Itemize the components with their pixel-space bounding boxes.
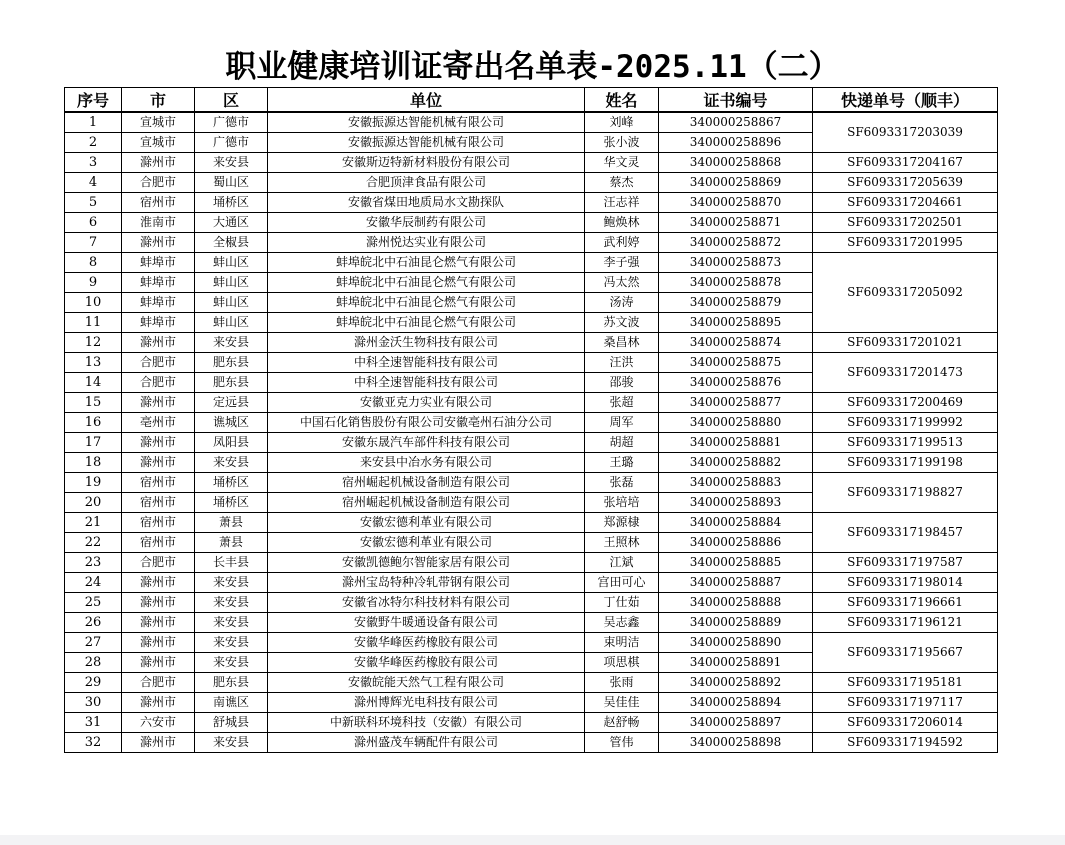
row-cert: 340000258895 [659, 313, 813, 333]
row-cert: 340000258896 [659, 133, 813, 153]
row-express-number: SF6093317205639 [813, 173, 998, 193]
row-cert: 340000258888 [659, 593, 813, 613]
table-row [65, 573, 998, 593]
row-express-number: SF6093317205092 [813, 253, 998, 333]
header-express: 快递单号（顺丰） [813, 88, 998, 113]
row-name: 桑昌林 [585, 333, 659, 353]
row-city: 淮南市 [122, 213, 195, 233]
table-row [65, 433, 998, 453]
row-city: 宿州市 [122, 513, 195, 533]
row-express-number: SF6093317202501 [813, 213, 998, 233]
row-seq: 11 [65, 313, 122, 333]
row-city: 宿州市 [122, 473, 195, 493]
row-district: 广德市 [195, 133, 268, 153]
row-city: 滁州市 [122, 633, 195, 653]
row-district: 谯城区 [195, 413, 268, 433]
row-express-number: SF6093317195667 [813, 633, 998, 673]
row-unit: 中国石化销售股份有限公司安徽亳州石油分公司 [268, 413, 585, 433]
row-name: 宫田可心 [585, 573, 659, 593]
table-row [65, 613, 998, 633]
row-cert: 340000258873 [659, 253, 813, 273]
row-unit: 滁州博辉光电科技有限公司 [268, 693, 585, 713]
row-seq: 12 [65, 333, 122, 353]
row-name: 李子强 [585, 253, 659, 273]
row-unit: 宿州崛起机械设备制造有限公司 [268, 473, 585, 493]
row-unit: 安徽斯迈特新材料股份有限公司 [268, 153, 585, 173]
row-city: 蚌埠市 [122, 293, 195, 313]
row-city: 合肥市 [122, 673, 195, 693]
row-district: 肥东县 [195, 673, 268, 693]
row-name: 刘峰 [585, 112, 659, 133]
row-name: 吴志鑫 [585, 613, 659, 633]
row-seq: 27 [65, 633, 122, 653]
row-seq: 19 [65, 473, 122, 493]
table-row [65, 393, 998, 413]
row-seq: 31 [65, 713, 122, 733]
table-row [65, 193, 998, 213]
row-name: 鲍焕林 [585, 213, 659, 233]
row-name: 张超 [585, 393, 659, 413]
row-district: 来安县 [195, 593, 268, 613]
row-unit: 安徽皖能天然气工程有限公司 [268, 673, 585, 693]
row-seq: 2 [65, 133, 122, 153]
row-seq: 3 [65, 153, 122, 173]
row-unit: 安徽省煤田地质局水文勘探队 [268, 193, 585, 213]
table-row [65, 233, 998, 253]
row-unit: 安徽东晟汽车部件科技有限公司 [268, 433, 585, 453]
row-express-number: SF6093317197117 [813, 693, 998, 713]
row-city: 合肥市 [122, 173, 195, 193]
row-district: 蚌山区 [195, 273, 268, 293]
table-row [65, 453, 998, 473]
row-cert: 340000258876 [659, 373, 813, 393]
row-seq: 18 [65, 453, 122, 473]
row-express-number: SF6093317195181 [813, 673, 998, 693]
row-unit: 蚌埠皖北中石油昆仑燃气有限公司 [268, 293, 585, 313]
row-city: 宣城市 [122, 112, 195, 133]
row-express-number: SF6093317197587 [813, 553, 998, 573]
row-district: 蚌山区 [195, 253, 268, 273]
row-express-number: SF6093317199992 [813, 413, 998, 433]
page-title: 职业健康培训证寄出名单表-2025.11（二） [225, 49, 840, 85]
row-cert: 340000258875 [659, 353, 813, 373]
row-city: 滁州市 [122, 613, 195, 633]
header-unit: 单位 [268, 88, 585, 113]
table-row [65, 173, 998, 193]
row-district: 蚌山区 [195, 313, 268, 333]
row-unit: 滁州宝岛特种冷轧带钢有限公司 [268, 573, 585, 593]
header-city: 市 [122, 88, 195, 113]
row-name: 汪洪 [585, 353, 659, 373]
row-express-number: SF6093317194592 [813, 733, 998, 753]
row-district: 埇桥区 [195, 473, 268, 493]
row-cert: 340000258867 [659, 112, 813, 133]
row-name: 张小波 [585, 133, 659, 153]
row-express-number: SF6093317198457 [813, 513, 998, 553]
row-district: 埇桥区 [195, 493, 268, 513]
row-district: 来安县 [195, 453, 268, 473]
row-seq: 28 [65, 653, 122, 673]
row-cert: 340000258880 [659, 413, 813, 433]
row-city: 滁州市 [122, 333, 195, 353]
table-row [65, 473, 998, 493]
row-city: 蚌埠市 [122, 253, 195, 273]
row-name: 冯太然 [585, 273, 659, 293]
row-cert: 340000258893 [659, 493, 813, 513]
row-cert: 340000258883 [659, 473, 813, 493]
row-cert: 340000258897 [659, 713, 813, 733]
table-row [65, 713, 998, 733]
row-express-number: SF6093317201021 [813, 333, 998, 353]
row-name: 王照林 [585, 533, 659, 553]
table-row [65, 633, 998, 653]
row-city: 蚌埠市 [122, 273, 195, 293]
row-seq: 10 [65, 293, 122, 313]
row-name: 江斌 [585, 553, 659, 573]
table-row [65, 733, 998, 753]
row-unit: 安徽振源达智能机械有限公司 [268, 112, 585, 133]
row-name: 赵舒畅 [585, 713, 659, 733]
row-cert: 340000258884 [659, 513, 813, 533]
row-name: 管伟 [585, 733, 659, 753]
row-district: 南谯区 [195, 693, 268, 713]
row-city: 蚌埠市 [122, 313, 195, 333]
row-city: 宿州市 [122, 533, 195, 553]
row-seq: 22 [65, 533, 122, 553]
row-unit: 安徽亚克力实业有限公司 [268, 393, 585, 413]
table-row [65, 553, 998, 573]
row-city: 滁州市 [122, 733, 195, 753]
header-seq: 序号 [65, 88, 122, 113]
row-city: 亳州市 [122, 413, 195, 433]
row-city: 宣城市 [122, 133, 195, 153]
row-district: 来安县 [195, 333, 268, 353]
row-unit: 来安县中冶水务有限公司 [268, 453, 585, 473]
header-row [65, 88, 998, 113]
table-row [65, 693, 998, 713]
row-seq: 6 [65, 213, 122, 233]
row-express-number: SF6093317206014 [813, 713, 998, 733]
row-unit: 中新联科环境科技（安徽）有限公司 [268, 713, 585, 733]
row-district: 萧县 [195, 533, 268, 553]
row-district: 埇桥区 [195, 193, 268, 213]
row-name: 吴佳佳 [585, 693, 659, 713]
row-seq: 25 [65, 593, 122, 613]
table-row [65, 153, 998, 173]
row-cert: 340000258869 [659, 173, 813, 193]
row-express-number: SF6093317199198 [813, 453, 998, 473]
row-district: 长丰县 [195, 553, 268, 573]
row-district: 萧县 [195, 513, 268, 533]
row-name: 武利婷 [585, 233, 659, 253]
row-seq: 17 [65, 433, 122, 453]
row-city: 滁州市 [122, 393, 195, 413]
row-city: 滁州市 [122, 433, 195, 453]
table-row [65, 253, 998, 273]
row-seq: 1 [65, 112, 122, 133]
row-unit: 滁州盛茂车辆配件有限公司 [268, 733, 585, 753]
row-name: 张培培 [585, 493, 659, 513]
row-unit: 蚌埠皖北中石油昆仑燃气有限公司 [268, 253, 585, 273]
row-district: 蚌山区 [195, 293, 268, 313]
row-cert: 340000258871 [659, 213, 813, 233]
table-row [65, 673, 998, 693]
row-name: 汪志祥 [585, 193, 659, 213]
row-cert: 340000258881 [659, 433, 813, 453]
row-express-number: SF6093317198014 [813, 573, 998, 593]
row-seq: 7 [65, 233, 122, 253]
row-seq: 9 [65, 273, 122, 293]
row-city: 滁州市 [122, 453, 195, 473]
row-unit: 安徽华峰医药橡胶有限公司 [268, 653, 585, 673]
table-body [65, 112, 998, 753]
row-seq: 14 [65, 373, 122, 393]
row-name: 华文灵 [585, 153, 659, 173]
row-seq: 30 [65, 693, 122, 713]
row-seq: 26 [65, 613, 122, 633]
row-name: 郑源棣 [585, 513, 659, 533]
row-seq: 15 [65, 393, 122, 413]
row-district: 凤阳县 [195, 433, 268, 453]
row-district: 来安县 [195, 653, 268, 673]
row-district: 大通区 [195, 213, 268, 233]
row-district: 肥东县 [195, 373, 268, 393]
table-row [65, 112, 998, 133]
row-seq: 16 [65, 413, 122, 433]
row-district: 来安县 [195, 733, 268, 753]
row-cert: 340000258894 [659, 693, 813, 713]
table-row [65, 333, 998, 353]
row-city: 滁州市 [122, 153, 195, 173]
row-name: 胡超 [585, 433, 659, 453]
row-seq: 5 [65, 193, 122, 213]
row-seq: 20 [65, 493, 122, 513]
row-seq: 32 [65, 733, 122, 753]
row-city: 合肥市 [122, 373, 195, 393]
row-express-number: SF6093317196661 [813, 593, 998, 613]
row-cert: 340000258890 [659, 633, 813, 653]
row-express-number: SF6093317204167 [813, 153, 998, 173]
row-district: 定远县 [195, 393, 268, 413]
row-unit: 安徽凯德鲍尔智能家居有限公司 [268, 553, 585, 573]
row-name: 蔡杰 [585, 173, 659, 193]
row-name: 苏文波 [585, 313, 659, 333]
table-row [65, 413, 998, 433]
row-city: 宿州市 [122, 193, 195, 213]
header-cert: 证书编号 [659, 88, 813, 113]
row-unit: 宿州崛起机械设备制造有限公司 [268, 493, 585, 513]
table-row [65, 593, 998, 613]
row-cert: 340000258898 [659, 733, 813, 753]
row-district: 舒城县 [195, 713, 268, 733]
row-name: 张磊 [585, 473, 659, 493]
row-city: 滁州市 [122, 693, 195, 713]
row-seq: 4 [65, 173, 122, 193]
row-seq: 24 [65, 573, 122, 593]
row-cert: 340000258878 [659, 273, 813, 293]
row-express-number: SF6093317200469 [813, 393, 998, 413]
row-district: 广德市 [195, 112, 268, 133]
row-cert: 340000258868 [659, 153, 813, 173]
row-name: 张雨 [585, 673, 659, 693]
row-name: 周军 [585, 413, 659, 433]
row-unit: 安徽华辰制药有限公司 [268, 213, 585, 233]
header-district: 区 [195, 88, 268, 113]
row-express-number: SF6093317196121 [813, 613, 998, 633]
row-name: 丁仕茹 [585, 593, 659, 613]
row-city: 滁州市 [122, 573, 195, 593]
row-express-number: SF6093317201995 [813, 233, 998, 253]
row-express-number: SF6093317204661 [813, 193, 998, 213]
row-city: 合肥市 [122, 553, 195, 573]
row-unit: 中科全速智能科技有限公司 [268, 353, 585, 373]
row-cert: 340000258882 [659, 453, 813, 473]
row-unit: 中科全速智能科技有限公司 [268, 373, 585, 393]
row-unit: 滁州金沃生物科技有限公司 [268, 333, 585, 353]
row-seq: 8 [65, 253, 122, 273]
row-express-number: SF6093317199513 [813, 433, 998, 453]
row-cert: 340000258874 [659, 333, 813, 353]
row-cert: 340000258885 [659, 553, 813, 573]
row-district: 来安县 [195, 573, 268, 593]
row-district: 来安县 [195, 613, 268, 633]
row-unit: 安徽宏德利革业有限公司 [268, 533, 585, 553]
header-name: 姓名 [585, 88, 659, 113]
row-cert: 340000258877 [659, 393, 813, 413]
row-cert: 340000258892 [659, 673, 813, 693]
row-express-number: SF6093317203039 [813, 112, 998, 153]
row-name: 邵骏 [585, 373, 659, 393]
row-unit: 合肥顶津食品有限公司 [268, 173, 585, 193]
row-express-number: SF6093317201473 [813, 353, 998, 393]
row-name: 项思棋 [585, 653, 659, 673]
row-city: 宿州市 [122, 493, 195, 513]
row-cert: 340000258872 [659, 233, 813, 253]
row-unit: 滁州悦达实业有限公司 [268, 233, 585, 253]
shipment-table [64, 87, 998, 753]
row-name: 束明洁 [585, 633, 659, 653]
row-name: 汤涛 [585, 293, 659, 313]
page-bottom-edge [0, 835, 1065, 845]
table-row [65, 353, 998, 373]
row-district: 肥东县 [195, 353, 268, 373]
row-name: 王璐 [585, 453, 659, 473]
table-row [65, 213, 998, 233]
row-cert: 340000258886 [659, 533, 813, 553]
row-unit: 安徽华峰医药橡胶有限公司 [268, 633, 585, 653]
row-seq: 29 [65, 673, 122, 693]
row-unit: 安徽省冰特尔科技材料有限公司 [268, 593, 585, 613]
row-district: 来安县 [195, 633, 268, 653]
row-seq: 21 [65, 513, 122, 533]
row-unit: 蚌埠皖北中石油昆仑燃气有限公司 [268, 313, 585, 333]
row-city: 六安市 [122, 713, 195, 733]
row-cert: 340000258889 [659, 613, 813, 633]
row-district: 来安县 [195, 153, 268, 173]
row-cert: 340000258879 [659, 293, 813, 313]
table-row [65, 513, 998, 533]
row-seq: 13 [65, 353, 122, 373]
row-city: 滁州市 [122, 653, 195, 673]
row-city: 滁州市 [122, 593, 195, 613]
row-express-number: SF6093317198827 [813, 473, 998, 513]
row-seq: 23 [65, 553, 122, 573]
row-unit: 安徽振源达智能机械有限公司 [268, 133, 585, 153]
row-city: 滁州市 [122, 233, 195, 253]
row-cert: 340000258891 [659, 653, 813, 673]
row-cert: 340000258887 [659, 573, 813, 593]
row-unit: 安徽宏德利革业有限公司 [268, 513, 585, 533]
row-district: 蜀山区 [195, 173, 268, 193]
row-unit: 安徽野牛暖通设备有限公司 [268, 613, 585, 633]
row-city: 合肥市 [122, 353, 195, 373]
row-district: 全椒县 [195, 233, 268, 253]
row-unit: 蚌埠皖北中石油昆仑燃气有限公司 [268, 273, 585, 293]
row-cert: 340000258870 [659, 193, 813, 213]
